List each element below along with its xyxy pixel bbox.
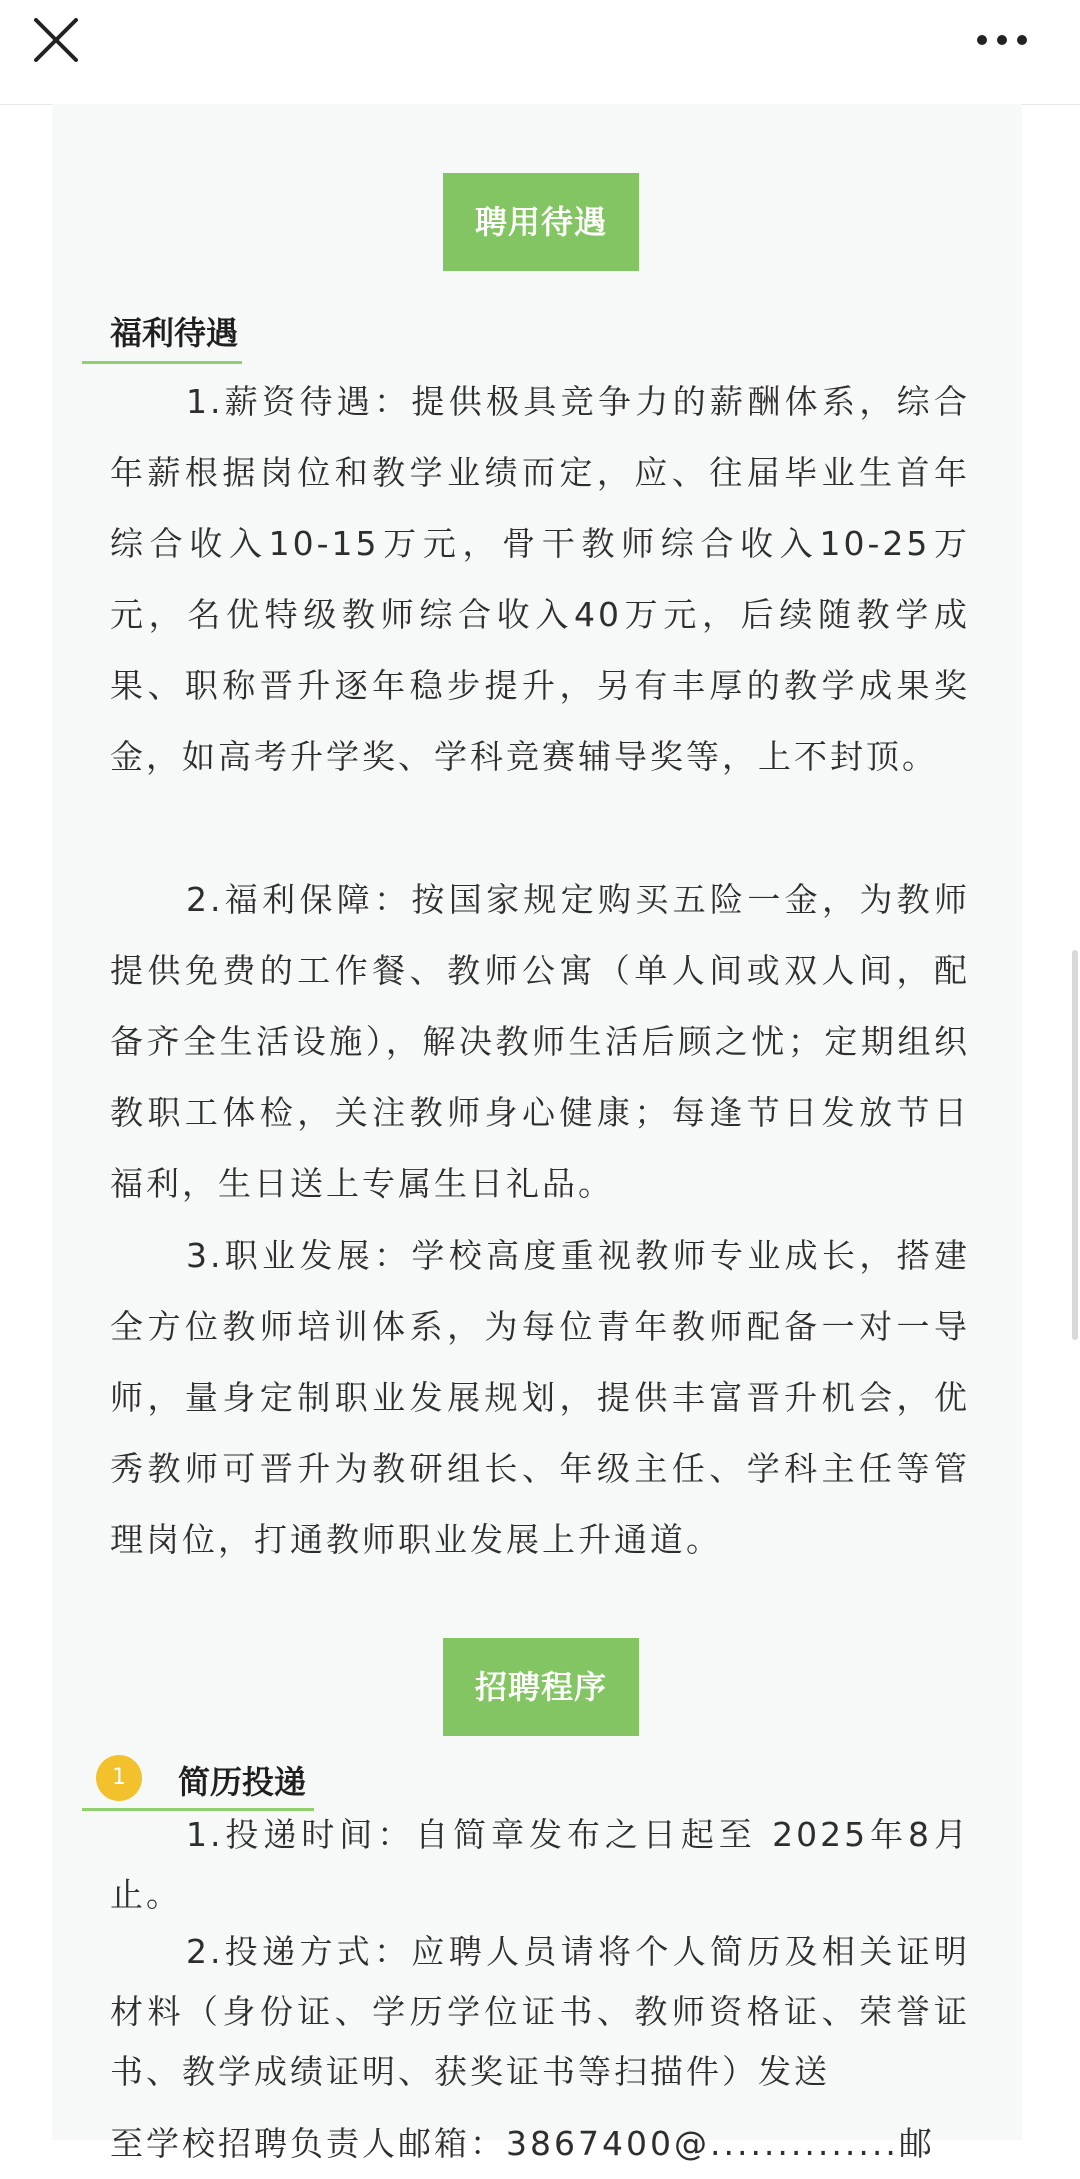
- cut-off-line: 至学校招聘负责人邮箱：3867400@..............邮: [110, 2124, 935, 2163]
- paragraph-submit-time: 1.投递时间：自简章发布之日起至 2025年8月止。: [110, 1815, 970, 1914]
- paragraph-submit-method: 2.投递方式：应聘人员请将个人简历及相关证明材料（身份证、学历学位证书、教师资格证、荣誉证书、教学成绩证明、获奖证书等扫描件）发送: [110, 1932, 970, 2091]
- scrollbar-thumb[interactable]: [1072, 950, 1078, 1340]
- close-button[interactable]: [30, 14, 82, 66]
- section-tag-process: 招聘程序: [443, 1638, 639, 1736]
- paragraph-career: 3.职业发展：学校高度重视教师专业成长，搭建全方位教师培训体系，为每位青年教师配备一对一导师，量身定制职业发展规划，提供丰富晋升机会，优秀教师可晋升为教研组长、年级主任、学科主任等管理岗位，打通教师职业发展上升通道。: [110, 1236, 970, 1559]
- paragraph-welfare: 2.福利保障：按国家规定购买五险一金，为教师提供免费的工作餐、教师公寓（单人间或双人间，配备齐全生活设施），解决教师生活后顾之忧；定期组织教职工体检，关注教师身心健康；每逢节日发放节日福利，生日送上专属生日礼品。: [110, 880, 970, 1203]
- top-bar: [0, 0, 1080, 105]
- step-number-badge: 1: [96, 1755, 142, 1801]
- paragraph-salary: 1.薪资待遇：提供极具竞争力的薪酬体系，综合年薪根据岗位和教学业绩而定，应、往届毕业生首年综合收入10-15万元，骨干教师综合收入10-25万元，名优特级教师综合收入40万元，后续随教学成果、职称晋升逐年稳步提升，另有丰厚的教学成果奖金，如高考升学奖、学科竞赛辅导奖等，上不封顶。: [110, 382, 970, 776]
- section-tag-benefits: 聘用待遇: [443, 173, 639, 271]
- close-icon: [30, 14, 82, 66]
- more-dots-icon: [972, 20, 1032, 60]
- subtitle-underline: [82, 361, 242, 364]
- more-options-button[interactable]: [972, 20, 1032, 60]
- subtitle-benefits: 福利待遇: [110, 314, 239, 352]
- subtitle-process: 简历投递: [178, 1763, 307, 1801]
